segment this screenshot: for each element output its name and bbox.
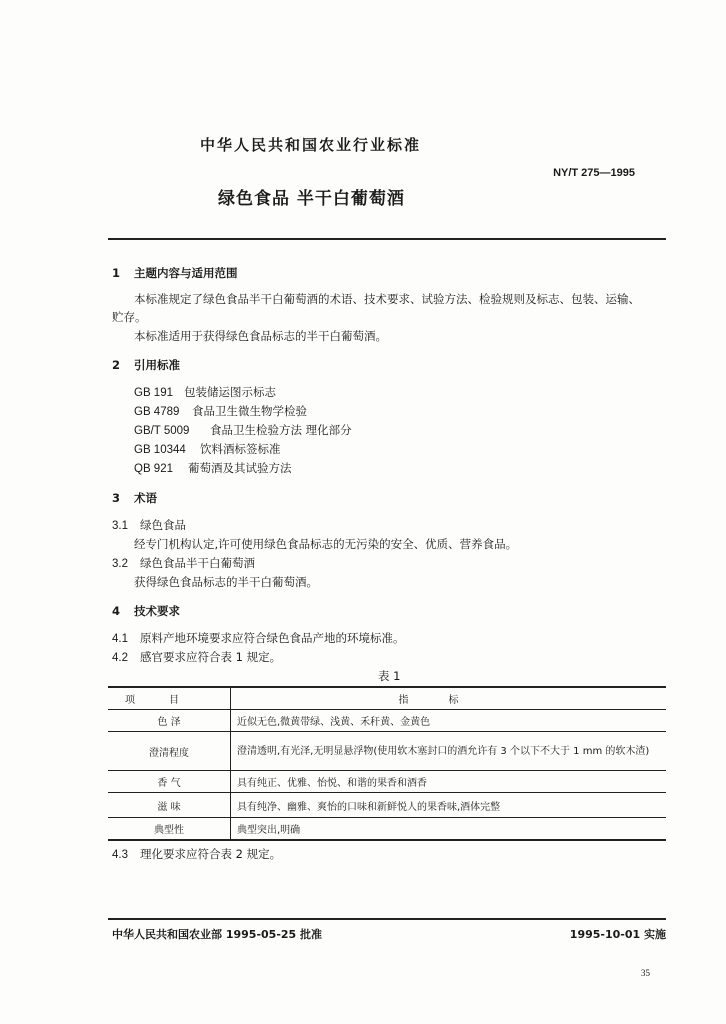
section-title: 术语 [134,491,157,505]
requirement-4-1 [112,630,405,646]
section-title: 引用标准 [134,358,180,372]
section-number: 3 [112,491,121,505]
table-header-row [108,687,666,710]
reference-title: 包装储运图示标志 [184,385,276,399]
reference-title: 饮料酒标签标准 [200,442,281,456]
requirement-number: 4.3 [112,849,128,861]
section-title: 主题内容与适用范围 [134,266,238,280]
reference-item [134,403,307,419]
approval-statement: 中华人民共和国农业部 1995-05-25 批准 [112,928,323,941]
term-3-2-definition: 获得绿色食品标志的半干白葡萄酒。 [134,575,318,589]
table-cell-item: 澄清程度 [108,732,231,771]
effective-date: 1995-10-01 实施 [569,928,666,941]
table-cell-index: 澄清透明,有光泽,无明显悬浮物(使用软木塞封口的酒允许有 3 个以下不大于 1 mm 的软木渣) [231,732,667,771]
table-row [108,793,666,818]
reference-title: 食品卫生微生物学检验 [192,404,307,418]
table-cell-index: 典型突出,明确 [231,818,667,841]
reference-code: GB 191 [134,387,173,399]
table-1-caption: 表 1 [378,669,401,683]
header-index: 指标 [231,687,667,710]
term-title: 绿色食品半干白葡萄酒 [140,556,255,570]
reference-item [134,441,281,457]
requirement-4-3 [112,846,281,862]
section-1-paragraph-2: 本标准适用于获得绿色食品标志的半干白葡萄酒。 [134,329,387,343]
reference-code: GB 4789 [134,406,180,418]
table-row [108,732,666,771]
term-title: 绿色食品 [140,518,186,532]
reference-item [134,422,352,438]
section-2-heading [112,357,180,373]
section-number: 2 [112,358,121,372]
term-3-1-definition: 经专门机构认定,许可使用绿色食品标志的无污染的安全、优质、营养食品。 [134,537,518,551]
section-3-heading [112,490,157,506]
term-number: 3.2 [112,558,128,570]
reference-item [134,460,292,476]
sensory-requirements-table [108,686,666,841]
table-cell-item: 色 泽 [108,710,231,732]
requirement-text: 原料产地环境要求应符合绿色食品产地的环境标准。 [140,631,405,645]
reference-code: GB/T 5009 [134,425,190,437]
table-cell-item: 滋 味 [108,793,231,818]
section-number: 1 [112,266,121,280]
reference-title: 食品卫生检验方法 理化部分 [210,423,352,437]
requirement-4-2 [112,649,281,665]
table-row [108,818,666,841]
requirement-number: 4.2 [112,652,128,664]
reference-item [134,384,276,400]
term-number: 3.1 [112,520,128,532]
reference-code: QB 921 [134,463,173,475]
table-cell-index: 具有纯正、优雅、怡悦、和谐的果香和酒香 [231,771,667,793]
header-divider [108,238,666,240]
table-cell-item: 典型性 [108,818,231,841]
header-item: 项目 [108,687,231,710]
page-number: 35 [641,968,650,978]
footer-divider [108,918,666,920]
table-row [108,771,666,793]
reference-title: 葡萄酒及其试验方法 [188,461,292,475]
document-issuer: 中华人民共和国农业行业标准 [200,136,422,154]
table-row [108,710,666,732]
requirement-number: 4.1 [112,633,128,645]
standard-code: NY/T 275—1995 [553,167,635,179]
section-1-heading [112,265,238,281]
term-3-2-heading [112,555,255,571]
table-cell-index: 具有纯净、幽雅、爽怡的口味和新鲜悦人的果香味,酒体完整 [231,793,667,818]
section-1-paragraph-1-cont: 贮存。 [112,310,147,324]
term-3-1-heading [112,517,186,533]
section-4-heading [112,603,180,619]
section-number: 4 [112,604,121,618]
section-1-paragraph-1: 本标准规定了绿色食品半干白葡萄酒的术语、技术要求、试验方法、检验规则及标志、包装、运输、 [134,292,640,306]
section-title: 技术要求 [134,604,180,618]
table-cell-item: 香 气 [108,771,231,793]
requirement-text: 理化要求应符合表 2 规定。 [140,847,282,861]
document-title: 绿色食品 半干白葡萄酒 [218,189,405,209]
requirement-text: 感官要求应符合表 1 规定。 [140,650,282,664]
reference-code: GB 10344 [134,444,186,456]
table-cell-index: 近似无色,微黄带绿、浅黄、禾秆黄、金黄色 [231,710,667,732]
